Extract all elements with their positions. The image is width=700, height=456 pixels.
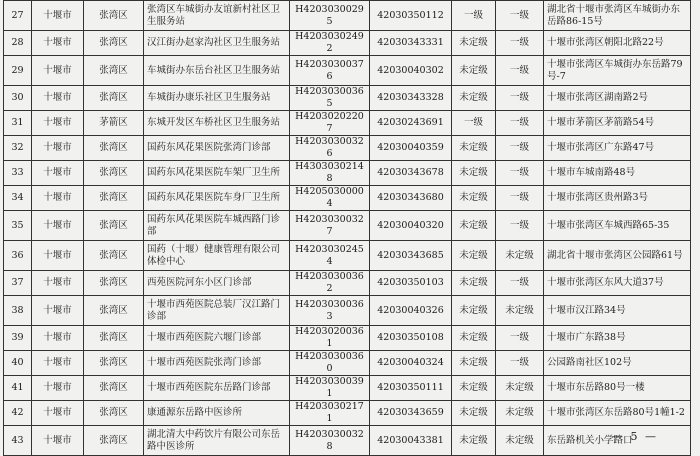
city-cell: 十堰市	[32, 186, 84, 211]
district-cell: 张湾区	[84, 401, 144, 426]
institution-name-cell: 车城街办康乐社区卫生服务站	[144, 86, 290, 111]
row-number: 32	[4, 136, 32, 161]
table-row	[4, 186, 691, 211]
institution-code-cell: H42030302454	[290, 241, 370, 271]
area-code-cell: 42030043381	[370, 426, 452, 456]
row-number: 27	[4, 1, 32, 31]
institution-name-cell: 康通源东岳路中医诊所	[144, 401, 290, 426]
grade-cell: 未定级	[496, 401, 544, 426]
city-cell: 十堰市	[32, 426, 84, 456]
table-row	[4, 86, 691, 111]
institution-code-cell: H42030300391	[290, 376, 370, 401]
institution-code-cell: H42050300004	[290, 186, 370, 211]
city-cell: 十堰市	[32, 86, 84, 111]
level-cell: 未定级	[452, 426, 496, 456]
row-number: 38	[4, 296, 32, 326]
institution-name-cell: 十堰市西苑医院总装厂汉江路门诊部	[144, 296, 290, 326]
area-code-cell: 42030343678	[370, 161, 452, 186]
address-cell: 十堰市张湾区朝阳北路22号	[544, 31, 691, 56]
institution-name-cell: 国药东风花果医院车架厂卫生所	[144, 161, 290, 186]
institution-code-cell: H42030300328	[290, 426, 370, 456]
area-code-cell: 42030350112	[370, 1, 452, 31]
row-number: 36	[4, 241, 32, 271]
level-cell: 未定级	[452, 186, 496, 211]
grade-cell: 一级	[496, 1, 544, 31]
level-cell: 未定级	[452, 161, 496, 186]
address-cell: 十堰市汉江路34号	[544, 296, 691, 326]
district-cell: 张湾区	[84, 86, 144, 111]
grade-cell: 未定级	[496, 426, 544, 456]
address-cell: 十堰市张湾区车城街办东岳路79号-7	[544, 56, 691, 86]
institution-name-cell: 张湾区车城街办友谊新村社区卫生服务站	[144, 1, 290, 31]
table-row	[4, 241, 691, 271]
grade-cell: 一级	[496, 161, 544, 186]
district-cell: 张湾区	[84, 351, 144, 376]
address-cell: 十堰市张湾区车城西路65-35	[544, 211, 691, 241]
row-number: 31	[4, 111, 32, 136]
district-cell: 张湾区	[84, 241, 144, 271]
row-number: 30	[4, 86, 32, 111]
institution-code-cell: H43030302148	[290, 161, 370, 186]
area-code-cell: 42030343685	[370, 241, 452, 271]
grade-cell: 未定级	[496, 376, 544, 401]
institution-code-cell: H42030302171	[290, 401, 370, 426]
grade-cell: 一级	[496, 351, 544, 376]
address-cell: 十堰市张湾区湖南路2号	[544, 86, 691, 111]
city-cell: 十堰市	[32, 401, 84, 426]
grade-cell: 一级	[496, 111, 544, 136]
district-cell: 张湾区	[84, 296, 144, 326]
level-cell: 未定级	[452, 136, 496, 161]
grade-cell: 一级	[496, 211, 544, 241]
district-cell: 张湾区	[84, 136, 144, 161]
district-cell: 张湾区	[84, 1, 144, 31]
level-cell: 一级	[452, 111, 496, 136]
row-number: 33	[4, 161, 32, 186]
grade-cell: 一级	[496, 136, 544, 161]
level-cell: 未定级	[452, 86, 496, 111]
address-cell: 十堰市广东路38号	[544, 326, 691, 351]
level-cell: 未定级	[452, 376, 496, 401]
institution-name-cell: 西苑医院河东小区门诊部	[144, 271, 290, 296]
level-cell: 未定级	[452, 401, 496, 426]
level-cell: 未定级	[452, 56, 496, 86]
institution-name-cell: 国药（十堰）健康管理有限公司体检中心	[144, 241, 290, 271]
address-cell: 湖北省十堰市张湾区公园路61号	[544, 241, 691, 271]
institution-name-cell: 国药东风花果医院车城西路门诊部	[144, 211, 290, 241]
city-cell: 十堰市	[32, 1, 84, 31]
institution-name-cell: 汉江街办赵家沟社区卫生服务站	[144, 31, 290, 56]
area-code-cell: 42030350111	[370, 376, 452, 401]
table-row	[4, 161, 691, 186]
district-cell: 张湾区	[84, 161, 144, 186]
row-number: 34	[4, 186, 32, 211]
address-cell: 十堰市张湾区广东路47号	[544, 136, 691, 161]
table-row	[4, 271, 691, 296]
institution-code-cell: H42030300363	[290, 296, 370, 326]
area-code-cell: 42030350103	[370, 271, 452, 296]
city-cell: 十堰市	[32, 111, 84, 136]
table-row	[4, 56, 691, 86]
address-cell: 十堰市张湾区贵州路3号	[544, 186, 691, 211]
grade-cell: 一级	[496, 31, 544, 56]
address-cell: 十堰市张湾区东岳路80号1幢1-2	[544, 401, 691, 426]
city-cell: 十堰市	[32, 161, 84, 186]
district-cell: 张湾区	[84, 186, 144, 211]
city-cell: 十堰市	[32, 351, 84, 376]
grade-cell: 一级	[496, 186, 544, 211]
address-cell: 十堰市张湾区东风大道37号	[544, 271, 691, 296]
level-cell: 未定级	[452, 326, 496, 351]
grade-cell: 未定级	[496, 296, 544, 326]
city-cell: 十堰市	[32, 31, 84, 56]
area-code-cell: 42030040326	[370, 296, 452, 326]
institution-code-cell: H42030300362	[290, 271, 370, 296]
table-row	[4, 376, 691, 401]
grade-cell: 一级	[496, 326, 544, 351]
institution-code-cell: H42030300360	[290, 351, 370, 376]
institution-code-cell: H42030300365	[290, 86, 370, 111]
city-cell: 十堰市	[32, 271, 84, 296]
district-cell: 张湾区	[84, 56, 144, 86]
table-row	[4, 211, 691, 241]
level-cell: 未定级	[452, 296, 496, 326]
institution-code-cell: H42030200361	[290, 326, 370, 351]
row-number: 42	[4, 401, 32, 426]
district-cell: 茅箭区	[84, 111, 144, 136]
area-code-cell: 42030343680	[370, 186, 452, 211]
address-cell: 公园路南社区102号	[544, 351, 691, 376]
institution-name-cell: 十堰市西苑医院张湾门诊部	[144, 351, 290, 376]
grade-cell: 一级	[496, 271, 544, 296]
city-cell: 十堰市	[32, 211, 84, 241]
address-cell: 十堰市车城南路48号	[544, 161, 691, 186]
district-cell: 张湾区	[84, 326, 144, 351]
grade-cell: 未定级	[496, 241, 544, 271]
city-cell: 十堰市	[32, 326, 84, 351]
row-number: 28	[4, 31, 32, 56]
row-number: 37	[4, 271, 32, 296]
table-row	[4, 31, 691, 56]
clinic-table	[3, 0, 691, 456]
institution-name-cell: 湖北清大中药饮片有限公司东岳路中医诊所	[144, 426, 290, 456]
address-cell: 十堰市茅箭区茅箭路54号	[544, 111, 691, 136]
city-cell: 十堰市	[32, 136, 84, 161]
area-code-cell: 42030040320	[370, 211, 452, 241]
area-code-cell: 42030040324	[370, 351, 452, 376]
row-number: 29	[4, 56, 32, 86]
area-code-cell: 42030343331	[370, 31, 452, 56]
institution-name-cell: 国药东风花果医院车身厂卫生所	[144, 186, 290, 211]
institution-name-cell: 东城开发区车桥社区卫生服务站	[144, 111, 290, 136]
institution-code-cell: H42030202207	[290, 111, 370, 136]
city-cell: 十堰市	[32, 376, 84, 401]
institution-name-cell: 十堰市西苑医院六堰门诊部	[144, 326, 290, 351]
table-row	[4, 111, 691, 136]
area-code-cell: 42030343328	[370, 86, 452, 111]
area-code-cell: 42030343659	[370, 401, 452, 426]
table-row	[4, 351, 691, 376]
level-cell: 未定级	[452, 271, 496, 296]
level-cell: 一级	[452, 1, 496, 31]
area-code-cell: 42030040302	[370, 56, 452, 86]
level-cell: 未定级	[452, 211, 496, 241]
row-number: 43	[4, 426, 32, 456]
table-row	[4, 401, 691, 426]
district-cell: 张湾区	[84, 271, 144, 296]
row-number: 39	[4, 326, 32, 351]
area-code-cell: 42030243691	[370, 111, 452, 136]
table-row	[4, 426, 691, 456]
address-cell: 湖北省十堰市张湾区车城街办东岳路86-15号	[544, 1, 691, 31]
city-cell: 十堰市	[32, 241, 84, 271]
district-cell: 张湾区	[84, 376, 144, 401]
institution-code-cell: H42030300326	[290, 136, 370, 161]
institution-name-cell: 国药东风花果医院张湾门诊部	[144, 136, 290, 161]
district-cell: 张湾区	[84, 211, 144, 241]
table-body	[4, 1, 691, 456]
row-number: 35	[4, 211, 32, 241]
level-cell: 未定级	[452, 351, 496, 376]
district-cell: 张湾区	[84, 31, 144, 56]
city-cell: 十堰市	[32, 296, 84, 326]
district-cell: 张湾区	[84, 426, 144, 456]
institution-code-cell: H42030302492	[290, 31, 370, 56]
institution-code-cell: H42030300327	[290, 211, 370, 241]
institution-name-cell: 车城街办东岳台社区卫生服务站	[144, 56, 290, 86]
row-number: 41	[4, 376, 32, 401]
level-cell: 未定级	[452, 31, 496, 56]
table-row	[4, 326, 691, 351]
table-row	[4, 136, 691, 161]
level-cell: 未定级	[452, 241, 496, 271]
city-cell: 十堰市	[32, 56, 84, 86]
grade-cell: 一级	[496, 56, 544, 86]
institution-code-cell: H42030300295	[290, 1, 370, 31]
page-number: — 5 —	[612, 430, 658, 443]
area-code-cell: 42030350108	[370, 326, 452, 351]
grade-cell: 一级	[496, 86, 544, 111]
institution-name-cell: 十堰市西苑医院东岳路门诊部	[144, 376, 290, 401]
area-code-cell: 42030040359	[370, 136, 452, 161]
institution-code-cell: H42030300376	[290, 56, 370, 86]
address-cell: 东岳路机关小学路口	[544, 426, 691, 456]
row-number: 40	[4, 351, 32, 376]
table-row	[4, 296, 691, 326]
table-row	[4, 1, 691, 31]
address-cell: 十堰市东岳路80号一楼	[544, 376, 691, 401]
